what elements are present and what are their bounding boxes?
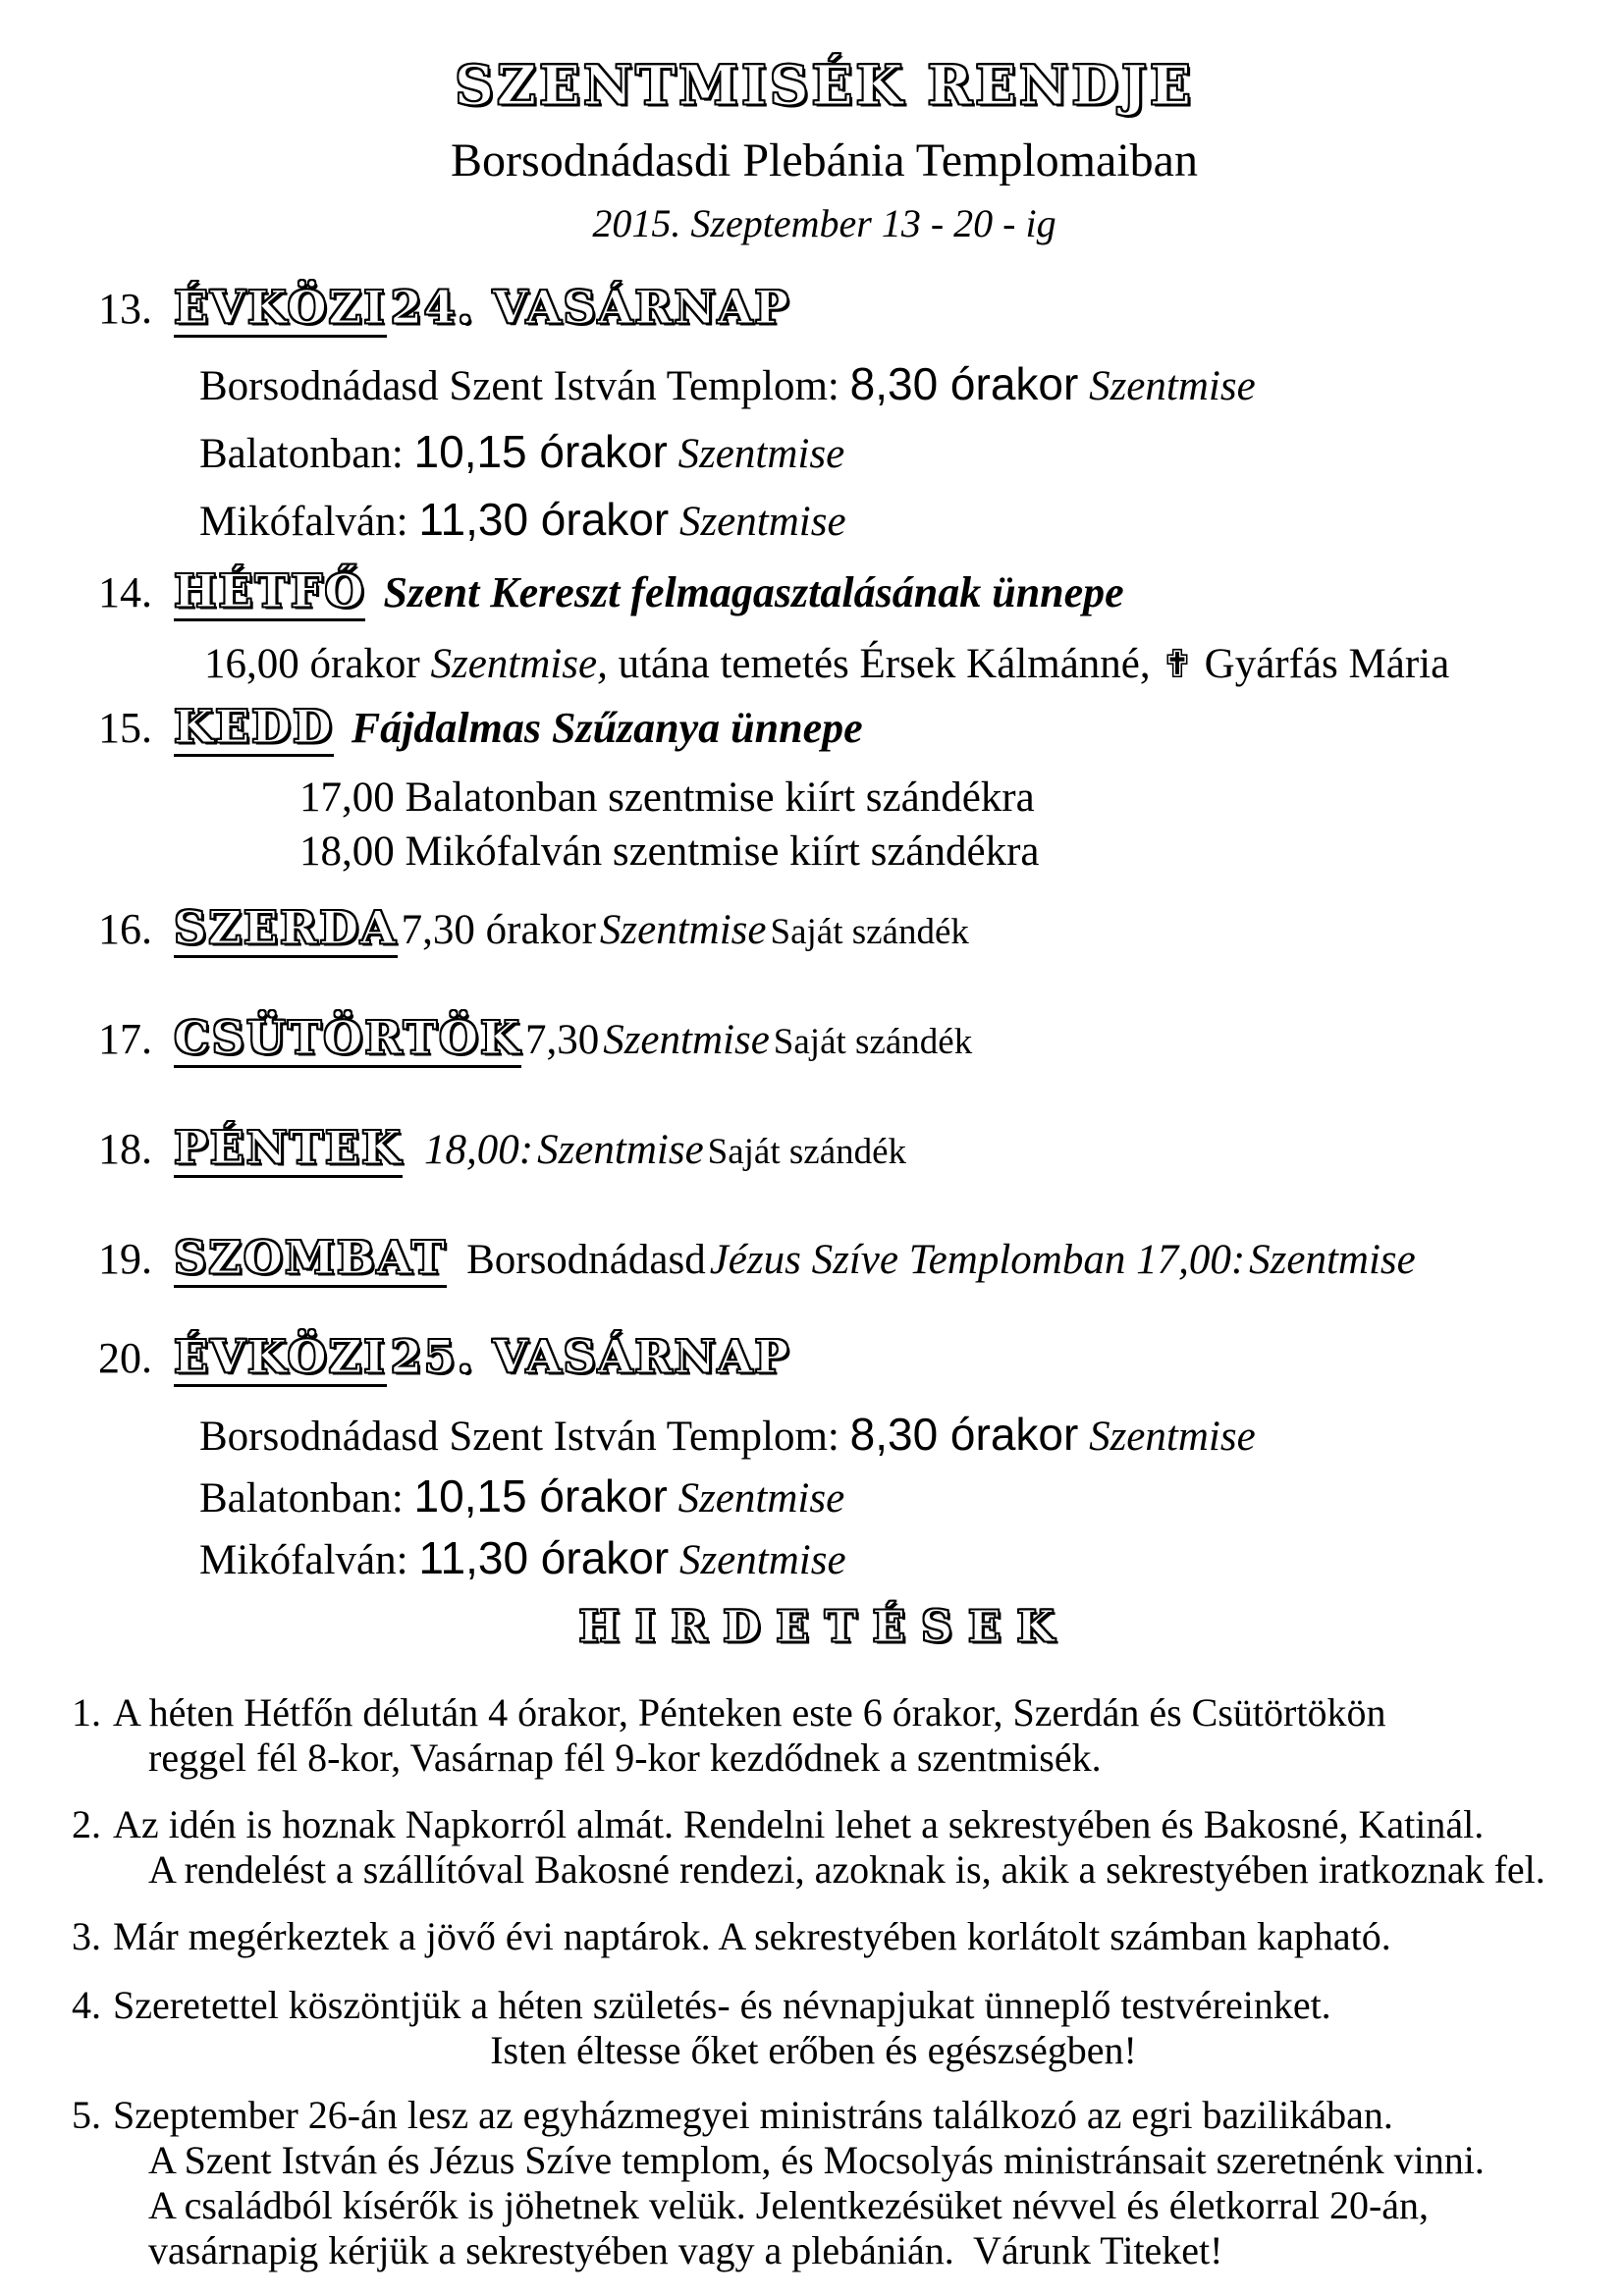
service-label: Szentmise [599,907,767,953]
item-heading [98,1010,1555,1077]
day-name: 24. VASÁRNAP [390,281,790,334]
announcement-line: A családból kísérők is jöhetnek velük. Jelentkezésüket névvel és életkorral 20-án, [148,2183,1430,2227]
service-label: Szentmise, [430,641,608,687]
mass-line: 18,00 Mikófalván szentmise kiírt szándékra [299,828,1040,875]
mass-line [199,351,1555,419]
announcement-item [72,2093,1555,2273]
time-value: 7,30 órakor [401,907,596,953]
time-value: 10,15 órakor [413,426,668,477]
mass-lines [199,351,1555,555]
announcement-text: Az idén is hoznak Napkorról almát. Rendelni lehet a sekrestyében és Bakosné, Katinál. [113,1802,1485,1846]
service-label: Szentmise [603,1017,770,1063]
item-heading [98,1330,1555,1395]
place-label: Balatonban: [199,1475,404,1522]
time-value: 16,00 órakor [204,641,420,687]
place-label: Mikófalván: [199,1537,408,1583]
service-label: Szentmise [537,1127,704,1173]
day-name: 25. VASÁRNAP [390,1330,790,1383]
day-name-underlined: HÉTFŐ [174,564,365,621]
time-value: 11,30 órakor [418,494,670,545]
intent-label: Saját szándék [773,1022,973,1062]
announcement-line: vasárnapig kérjük a sekrestyében vagy a plebánián. Várunk Titeket! [148,2228,1223,2272]
item-heading [98,281,1555,346]
schedule-item-sunday-24 [93,281,1555,555]
item-number: 15. [98,704,152,752]
announcement-number: 1. [72,1690,101,1735]
item-number: 17. [98,1015,152,1063]
announcement-line [72,1802,1555,1847]
day-name-underlined: SZERDA [174,901,398,958]
schedule-item-friday [93,1120,1555,1187]
church-and-time: Jézus Szíve Templomban 17,00: [709,1237,1246,1283]
funeral-note: utána temetés Érsek Kálmánné, [618,641,1151,687]
service-label: Szentmise [677,1475,845,1522]
mass-lines [299,771,1555,879]
schedule-item-saturday [93,1230,1555,1297]
document-header [93,55,1555,245]
day-name-underlined: ÉVKÖZI [174,1330,387,1387]
schedule-item-sunday-25 [93,1330,1555,1590]
announcement-number: 5. [72,2093,101,2137]
place-label: Balatonban: [199,431,404,477]
announcement-item [72,1983,1555,2073]
service-label: Szentmise [1089,363,1256,409]
announcement-item [72,1802,1555,1893]
time-value: 18,00: [423,1127,534,1173]
item-number: 13. [98,285,152,333]
day-name-underlined: CSÜTÖRTÖK [174,1011,521,1068]
announcement-line [72,2093,1555,2138]
announcement-number: 4. [72,1983,101,2027]
mass-line [199,487,1555,555]
place-label: Borsodnádasd [466,1237,706,1283]
announcement-line: A Szent István és Jézus Szíve templom, és Mocsolyás ministránsait szeretnénk vinni. [148,2138,1485,2182]
announcement-line: reggel fél 8-kor, Vasárnap fél 9-kor kezdődnek a szentmisék. [148,1735,1102,1780]
page-subtitle: Borsodnádasdi Plebánia Templomaiban [451,134,1198,187]
schedule-item-tuesday [93,700,1555,879]
announcement-line [72,1914,1555,1959]
service-label: Szentmise [678,1537,846,1583]
item-heading [98,900,1555,967]
intent-label: Saját szándék [770,912,969,952]
announcement-line [72,1983,1555,2028]
mass-line: 17,00 Balatonban szentmise kiírt szándékra [299,774,1035,821]
announcement-number: 3. [72,1914,101,1958]
item-number: 19. [98,1235,152,1283]
service-label: Szentmise [678,499,846,545]
item-heading [98,700,1555,765]
announcement-text: Szeretettel köszöntjük a héten születés- és névnapjukat ünneplő testvéreinket. [113,1983,1331,2027]
schedule-item-monday [93,564,1555,692]
time-value: 11,30 órakor [418,1532,670,1583]
time-value: 7,30 [524,1017,600,1063]
mass-line [199,419,1555,487]
item-heading [98,1230,1555,1297]
day-name-underlined: SZOMBAT [174,1231,447,1288]
day-name-underlined: KEDD [174,700,334,757]
schedule-item-thursday [93,1010,1555,1077]
mass-schedule [93,281,1555,1590]
announcement-text: Már megérkeztek a jövő évi naptárok. A sekrestyében korlátolt számban kapható. [113,1914,1391,1958]
mass-line [204,637,1555,692]
day-name-underlined: ÉVKÖZI [174,281,387,338]
announcement-item [72,1914,1555,1959]
schedule-item-wednesday [93,900,1555,967]
announcement-text: A héten Hétfőn délután 4 órakor, Pénteken este 6 órakor, Szerdán és Csütörtökön [113,1690,1386,1735]
announcement-item [72,1690,1555,1781]
mass-line [199,1405,1555,1467]
intent-label: Saját szándék [707,1132,907,1172]
mass-line [199,1467,1555,1528]
item-heading [98,1120,1555,1187]
mass-lines [199,1405,1555,1590]
announcements-title: HIRDETÉSEK [578,1602,1070,1652]
feast-name: Szent Kereszt felmagasztalásának ünnepe [383,568,1124,616]
mass-line [199,1528,1555,1590]
announcement-line-centered: Isten éltesse őket erőben és egészségben! [490,2028,1137,2072]
announcement-number: 2. [72,1802,101,1846]
announcement-line [72,1690,1555,1735]
announcement-text: Szeptember 26-án lesz az egyházmegyei ministráns találkozó az egri bazilikában. [113,2093,1393,2137]
feast-name: Fájdalmas Szűzanya ünnepe [351,704,863,752]
service-label: Szentmise [1089,1414,1256,1460]
time-value: 8,30 órakor [849,1409,1079,1460]
place-label: Mikófalván: [199,499,408,545]
announcement-line: A rendelést a szállítóval Bakosné rendezi, azoknak is, akik a sekrestyében iratkoznak fel. [148,1847,1545,1892]
item-number: 20. [98,1334,152,1382]
service-label: Szentmise [677,431,845,477]
service-label: Szentmise [1249,1237,1416,1283]
place-label: Borsodnádasd Szent István Templom: [199,1414,839,1460]
item-heading [98,564,1555,629]
time-value: 10,15 órakor [413,1470,668,1522]
page-title: SZENTMISÉK RENDJE [455,53,1194,117]
place-label: Borsodnádasd Szent István Templom: [199,363,839,409]
deceased-name: Gyárfás Mária [1204,641,1450,687]
item-number: 18. [98,1125,152,1173]
item-number: 14. [98,568,152,616]
announcements-list [72,1690,1555,2273]
day-name-underlined: PÉNTEK [174,1121,403,1178]
cross-icon: ✟ [1161,642,1194,687]
time-value: 8,30 órakor [849,358,1079,409]
date-range: 2015. Szeptember 13 - 20 - ig [592,201,1056,245]
item-number: 16. [98,905,152,953]
